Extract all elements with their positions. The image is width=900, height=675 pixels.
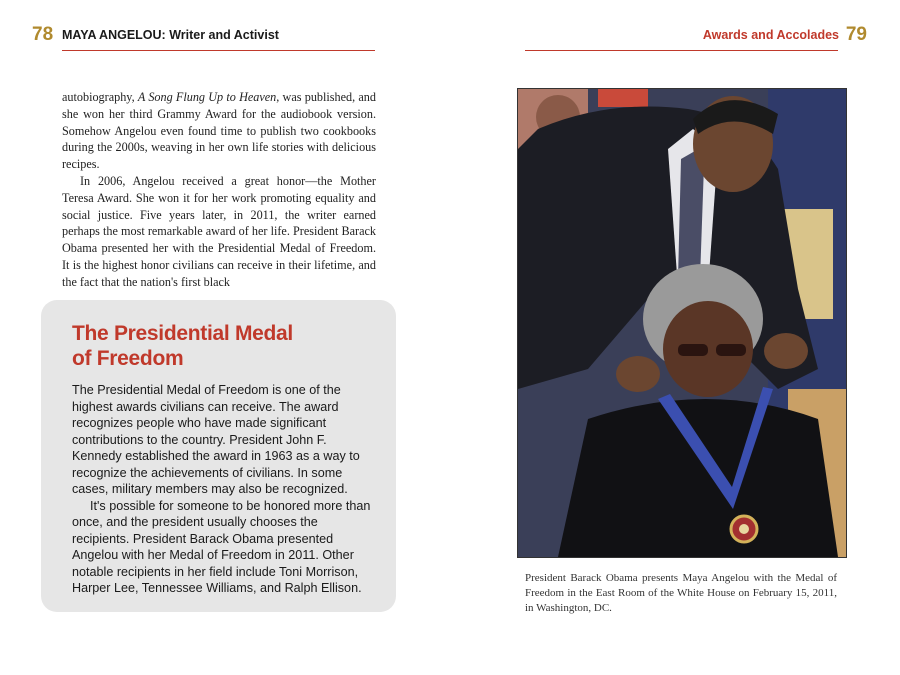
header-rule xyxy=(62,50,375,51)
running-head-rest: Writer and Activist xyxy=(165,28,279,42)
sidebar-body xyxy=(72,382,372,597)
photo-caption: President Barack Obama presents Maya Angelou with the Medal of Freedom in the East Room of the White House on February 15, 2011, in Washington, DC. xyxy=(525,572,837,614)
book-title: A Song Flung Up to Heaven xyxy=(137,90,277,104)
page-number: 78 xyxy=(32,24,54,45)
photograph xyxy=(517,88,847,558)
right-page xyxy=(450,0,900,675)
paragraph: In 2006, Angelou received a great honor—the Mother Teresa Award. She won it for her work promoting equality and social justice. Five years later, in 2011, the writer earned perhaps the most remarkable award of her life. President Barack Obama presented her with the Presidential Medal of Freedom. It is the highest honor civilians can receive in their lifetime, and the fact that the nation's first black xyxy=(62,173,376,289)
sidebar-title: The Presidential Medal of Freedom xyxy=(72,322,293,370)
body-text xyxy=(62,89,376,291)
sidebar-paragraph: The Presidential Medal of Freedom is one of the highest awards civilians can receive. The award recognizes people who have made significant contributions to the country. President John F. Kennedy established the award in 1963 as a way to recognize the achievements of civilians. In some cases, military members may also be recognized. xyxy=(72,383,360,496)
sidebar-paragraph: It's possible for someone to be honored more than once, and the president usually chooses the recipients. President Barack Obama presented Angelou with her Medal of Freedom in 2011. Other notable recipients in her field include Toni Morrison, Harper Lee, Tennessee Williams, and Ralph Ellison. xyxy=(72,498,371,595)
page-number: 79 xyxy=(845,24,867,45)
running-head xyxy=(62,28,279,42)
sidebar-box xyxy=(41,300,396,612)
header-rule xyxy=(525,50,838,51)
running-head: Awards and Accolades xyxy=(702,28,839,42)
paragraph: autobiography, A Song Flung Up to Heaven, was published, and she won her third Grammy Award for the audiobook version. Somehow Angelou even found time to publish two cookbooks during the 2000s, weaving in her own life stories with delicious recipes. xyxy=(62,90,376,172)
running-head-name: MAYA ANGELOU: xyxy=(62,28,166,42)
